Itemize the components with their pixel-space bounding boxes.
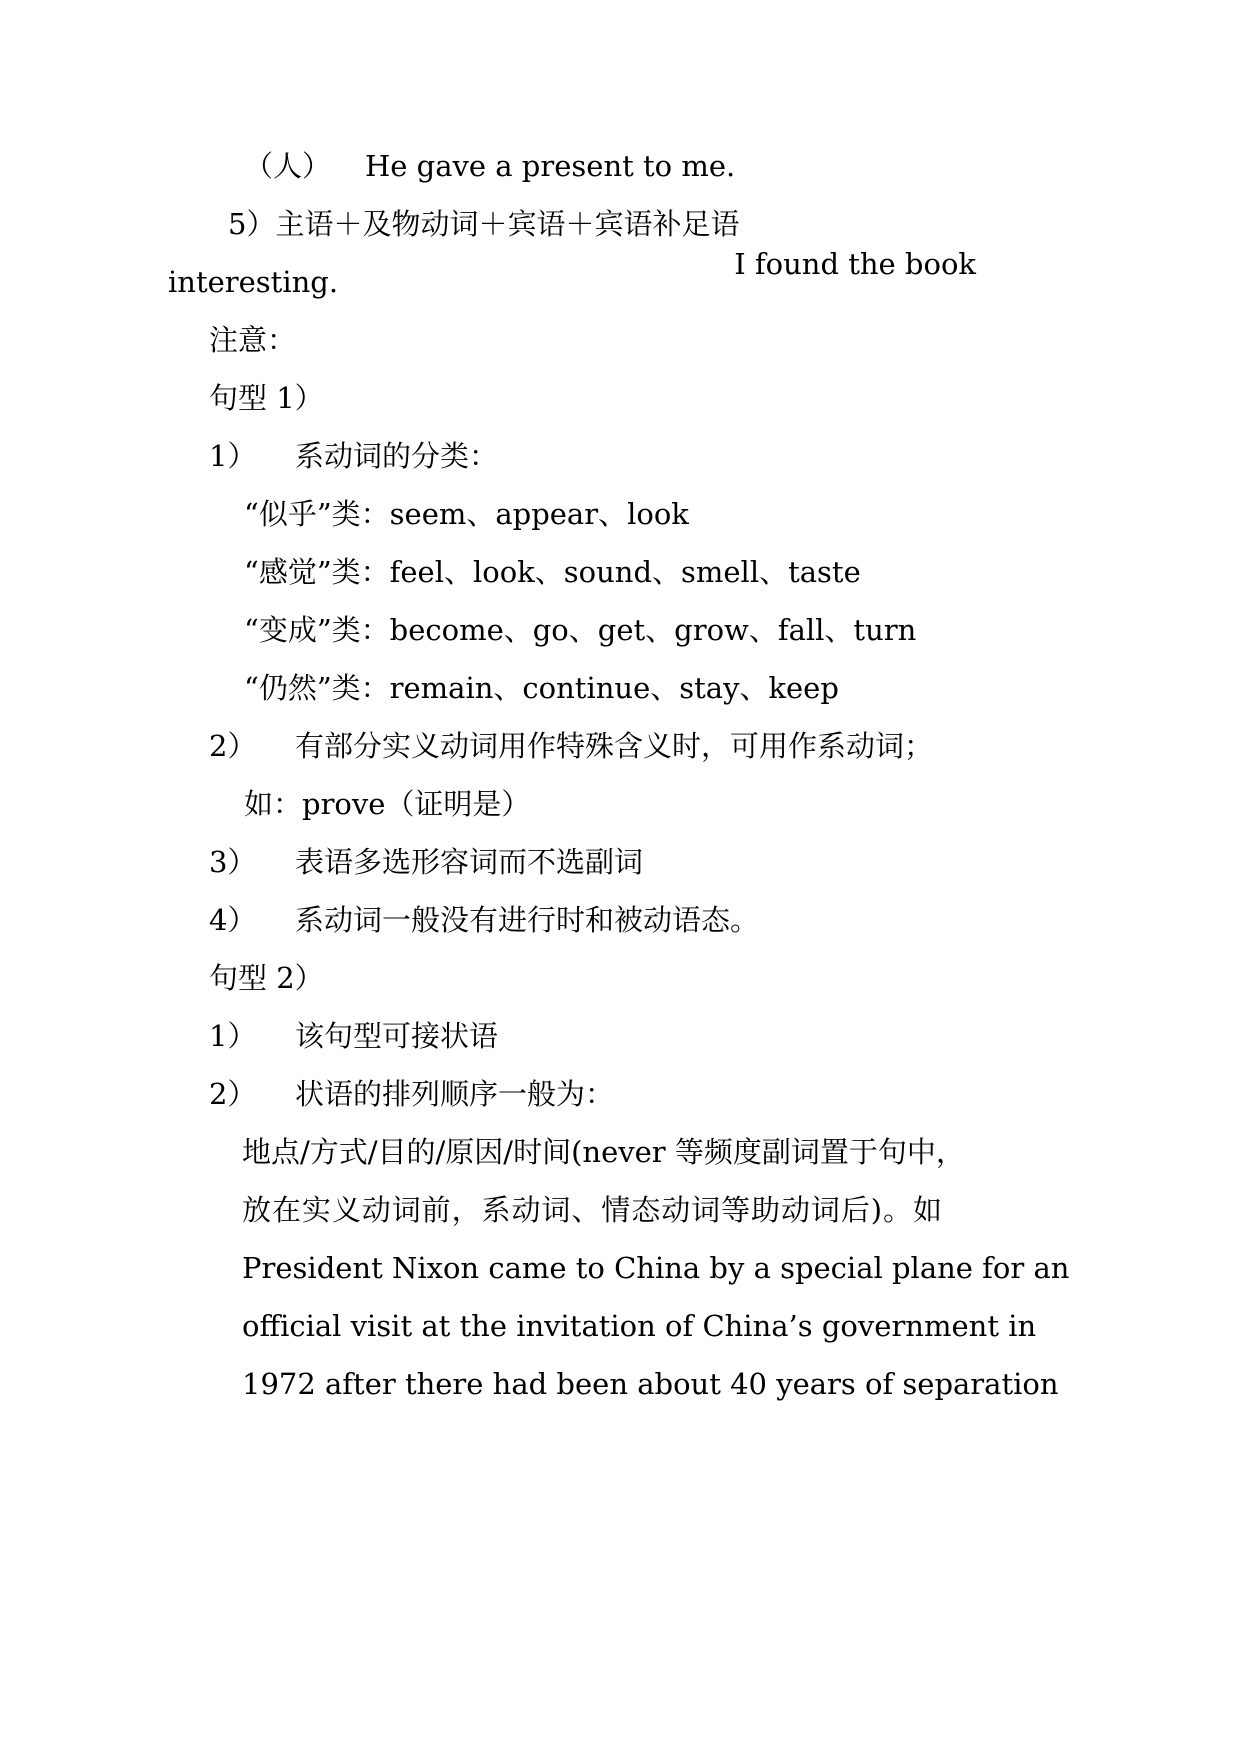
- pattern-1-item-3: [209, 842, 643, 882]
- pattern-2-item-2: [209, 1074, 614, 1114]
- category-feel: “感觉”类：feel、look、sound、smell、taste: [244, 555, 861, 589]
- item-number: 1）: [209, 1019, 257, 1053]
- pattern-1-item-4: [209, 900, 759, 940]
- item-number: 4）: [209, 903, 257, 937]
- adverbial-order-line-2: 放在实义动词前，系动词、情态动词等助动词后)。如: [242, 1193, 942, 1227]
- item-number: 2）: [209, 729, 257, 763]
- example-line-person: [244, 146, 735, 186]
- pattern-5-example: I found the book: [734, 247, 976, 281]
- item-text: 该句型可接状语: [295, 1019, 499, 1053]
- item-text: 表语多选形容词而不选副词: [295, 845, 644, 879]
- item-number: 1）: [209, 439, 257, 473]
- pattern-2-item-1: [209, 1016, 498, 1056]
- example-paragraph-line-2: official visit at the invitation of China’s government in: [242, 1309, 1037, 1343]
- item-text: 系动词的分类：: [295, 439, 499, 473]
- item-number: 3）: [209, 845, 257, 879]
- category-become: “变成”类：become、go、get、grow、fall、turn: [244, 613, 917, 647]
- pattern-2-heading: 句型 2）: [209, 961, 324, 995]
- pattern-1-item-2: [209, 726, 933, 766]
- example-prove: 如：prove（证明是）: [244, 787, 531, 821]
- category-seem: “似乎”类：seem、appear、look: [244, 497, 689, 531]
- adverbial-order-line-1: 地点/方式/目的/原因/时间(never 等频度副词置于句中，: [242, 1135, 965, 1169]
- note-heading: 注意：: [209, 323, 297, 357]
- example-paragraph-line-1: President Nixon came to China by a special plane for an: [242, 1251, 1070, 1285]
- example-sentence: He gave a present to me.: [365, 149, 736, 183]
- label-person: （人）: [244, 149, 332, 183]
- item-text: 系动词一般没有进行时和被动语态。: [295, 903, 760, 937]
- item-text: 状语的排列顺序一般为：: [295, 1077, 615, 1111]
- pattern-5-example-cont: interesting.: [168, 265, 339, 299]
- item-number: 2）: [209, 1077, 257, 1111]
- category-remain: “仍然”类：remain、continue、stay、keep: [244, 671, 839, 705]
- pattern-1-item-1: [209, 436, 498, 476]
- pattern-5-formula: 5）主语＋及物动词＋宾语＋宾语补足语: [228, 207, 740, 241]
- item-text: 有部分实义动词用作特殊含义时，可用作系动词；: [295, 729, 934, 763]
- pattern-5-line: [228, 204, 976, 284]
- example-paragraph-line-3: 1972 after there had been about 40 years of separation: [242, 1367, 1059, 1401]
- pattern-1-heading: 句型 1）: [209, 381, 324, 415]
